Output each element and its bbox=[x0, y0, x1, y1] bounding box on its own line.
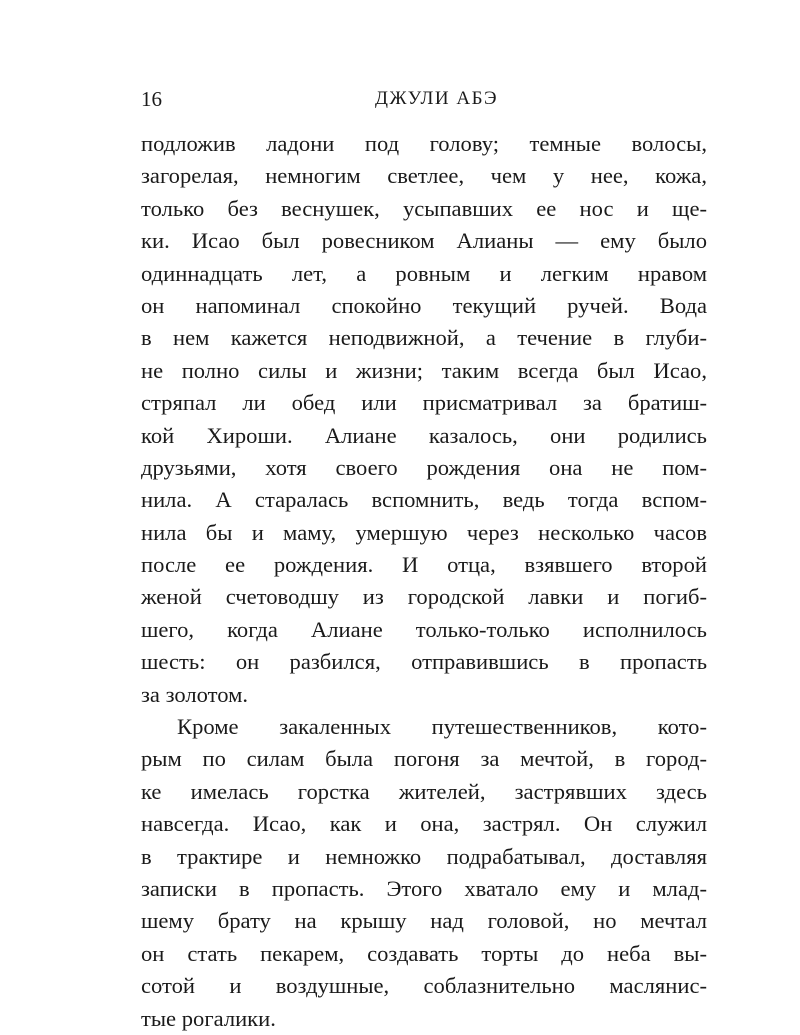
text-line: ке имелась горстка жителей, застрявших здесь bbox=[141, 778, 707, 804]
text-line: шесть: он разбился, отправившись в пропасть bbox=[141, 649, 707, 675]
text-line: сотой и воздушные, соблазнительно маслянис- bbox=[141, 973, 707, 999]
text-line: загорелая, немногим светлее, чем у нее, кожа, bbox=[141, 163, 707, 189]
text-line: записки в пропасть. Этого хватало ему и млад- bbox=[141, 875, 707, 901]
text-line: стряпал ли обед или присматривал за братиш- bbox=[141, 390, 707, 416]
text-line: рым по силам была погоня за мечтой, в город- bbox=[141, 746, 707, 772]
text-line: тые рогалики. bbox=[141, 1005, 276, 1031]
text-line: в трактире и немножко подрабатывал, доставляя bbox=[141, 843, 707, 869]
text-line: нила бы и маму, умершую через несколько часов bbox=[141, 519, 707, 545]
text-line: подложив ладони под голову; темные волосы, bbox=[141, 131, 707, 156]
body-text bbox=[141, 128, 707, 1035]
text-line: женой счетоводшу из городской лавки и погиб- bbox=[141, 584, 707, 610]
text-line: за золотом. bbox=[141, 681, 249, 707]
text-line: не полно силы и жизни; таким всегда был Исао, bbox=[141, 357, 707, 383]
text-line: только без веснушек, усыпавших ее нос и ще- bbox=[141, 195, 707, 221]
text-line: шему брату на крышу над головой, но мечтал bbox=[141, 908, 707, 934]
text-line: шего, когда Алиане только-только исполнилось bbox=[141, 616, 707, 642]
text-line: друзьями, хотя своего рождения она не пом- bbox=[141, 454, 707, 480]
text-line: кой Хироши. Алиане казалось, они родились bbox=[141, 422, 707, 448]
paragraph-2 bbox=[141, 711, 707, 1035]
book-author: ДЖУЛИ АБЭ bbox=[375, 88, 499, 109]
text-line: ки. Исао был ровесником Алианы — ему было bbox=[141, 228, 707, 254]
text-line: он напоминал спокойно текущий ручей. Вода bbox=[141, 292, 707, 318]
text-line: он стать пекарем, создавать торты до неба вы- bbox=[141, 940, 707, 966]
text-line: нила. А старалась вспомнить, ведь тогда вспом- bbox=[141, 487, 707, 513]
text-line: одиннадцать лет, а ровным и легким нравом bbox=[141, 260, 707, 286]
running-head bbox=[141, 84, 706, 114]
paragraph-1 bbox=[141, 128, 707, 711]
text-line: в нем кажется неподвижной, а течение в глуби- bbox=[141, 325, 707, 351]
page-number: 16 bbox=[141, 87, 162, 111]
text-line: Кроме закаленных путешественников, кото- bbox=[177, 714, 707, 740]
text-line: после ее рождения. И отца, взявшего второй bbox=[141, 552, 707, 578]
text-line: навсегда. Исао, как и она, застрял. Он служил bbox=[141, 811, 707, 837]
